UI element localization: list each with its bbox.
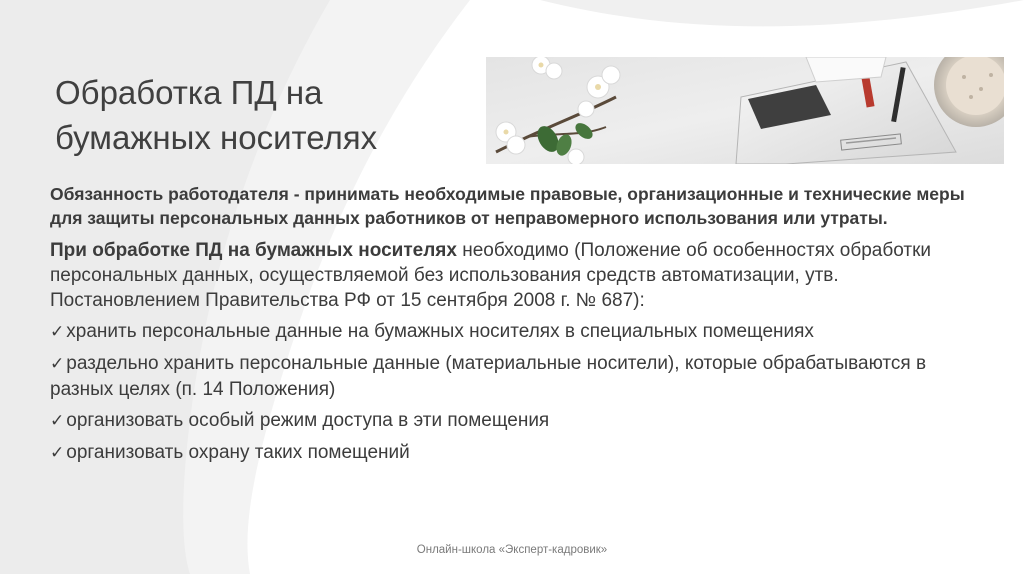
slide-title: [55, 70, 455, 160]
title-line-1: Обработка ПД на: [55, 74, 323, 111]
checkmark-icon: ✓: [50, 354, 65, 374]
checkmark-icon: ✓: [50, 322, 65, 342]
header-photo: [486, 57, 1004, 164]
list-item-text: хранить персональные данные на бумажных носителях в специальных помещениях: [66, 321, 814, 342]
slide-body: [50, 182, 980, 466]
checkmark-icon: ✓: [50, 411, 65, 431]
flowers-and-book-photo-icon: [486, 57, 1004, 164]
list-item-text: организовать охрану таких помещений: [66, 442, 410, 463]
list-item: [50, 319, 980, 345]
intro-rest-text: необходимо (Положение об особенностях обработки персональных данных, осуществляемой без использования средств автоматизации, утв. Постановлением Правительства РФ от 15 сентября 2008 г. № 687):: [50, 240, 932, 311]
paper-processing-intro: [50, 238, 980, 313]
list-item: [50, 408, 980, 434]
list-item-text: раздельно хранить персональные данные (материальные носители), которые обрабатываются в разных целях (п. 14 Положения): [50, 353, 927, 400]
employer-duty-paragraph: Обязанность работодателя - принимать необходимые правовые, организационные и технические меры для защиты персональных данных работников от неправомерного использования или утраты.: [50, 184, 965, 228]
title-line-2: бумажных носителях: [55, 119, 378, 156]
list-item: [50, 440, 980, 466]
footer-caption: Онлайн-школа «Эксперт-кадровик»: [416, 544, 608, 556]
checkmark-icon: ✓: [50, 443, 65, 463]
intro-lead-text: При обработке ПД на бумажных носителях: [50, 240, 457, 261]
list-item-text: организовать особый режим доступа в эти помещения: [66, 410, 550, 431]
list-item: [50, 351, 980, 402]
